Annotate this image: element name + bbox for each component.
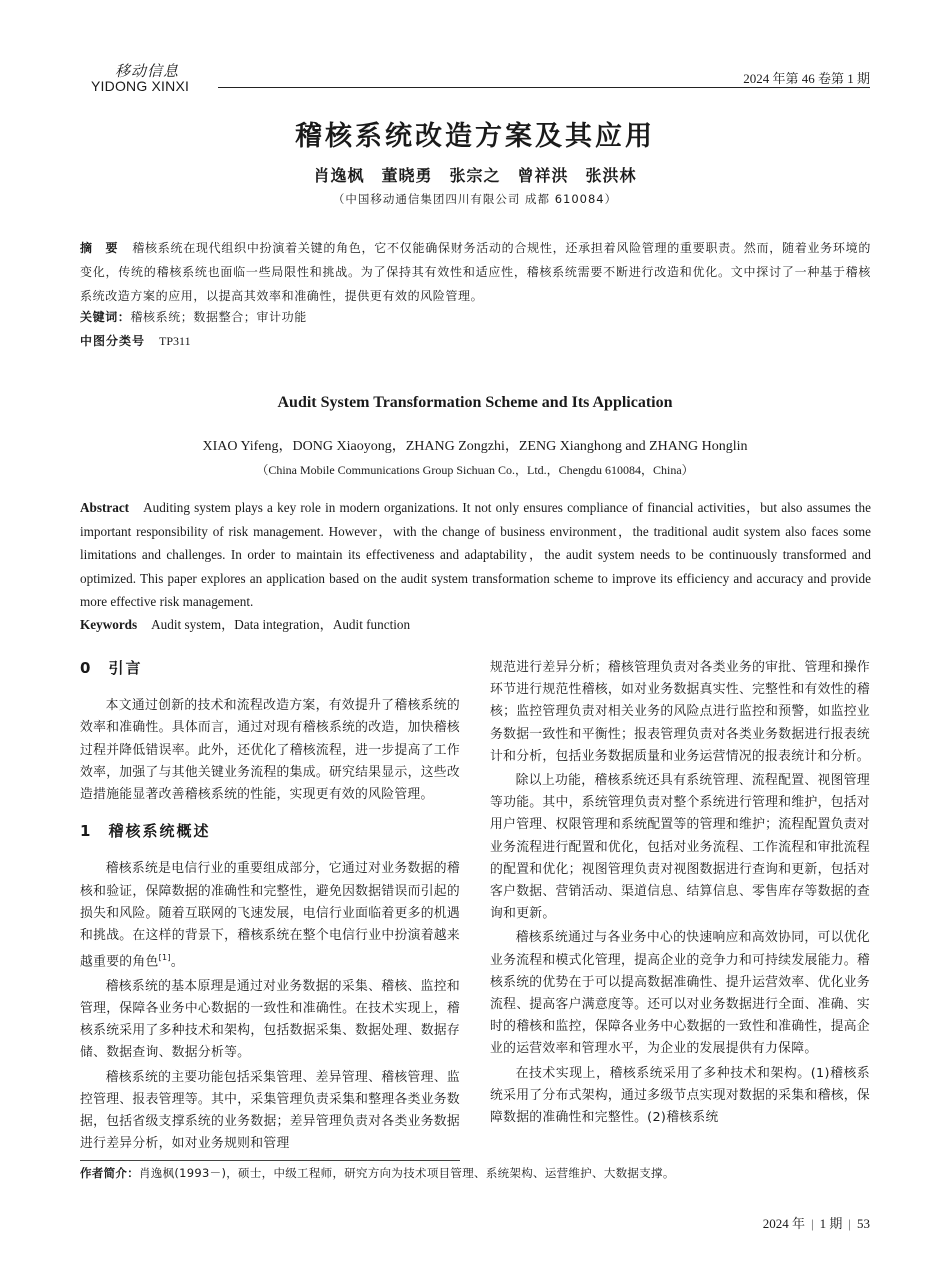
page-number: 53 bbox=[857, 1216, 870, 1231]
section-0-number: 0 bbox=[80, 659, 93, 677]
keywords-en-label: Keywords bbox=[80, 617, 138, 632]
journal-name-cn: 移动信息 bbox=[115, 62, 180, 80]
issue-info: 2024 年第 46 卷第 1 期 bbox=[743, 71, 870, 86]
affiliation-cn: （中国移动通信集团四川有限公司 成都 610084） bbox=[332, 192, 618, 206]
section-1-paragraph-5: 稽核系统通过与各业务中心的快速响应和高效协同，可以优化业务流程和模式化管理，提高企业的竞争力和可持续发展能力。稽核系统的优势在于可以提高数据准确性、提升运营效率、优化业务流程、提高客户满意度等。还可以对业务数据进行全面、准确、实时的稽核和监控，保障各业务中心数据的一致性和准确性，提高企业的运营效率和管理水平，为企业的发展提供有力保障。 bbox=[490, 930, 870, 1057]
section-1-paragraph-2: 稽核系统的基本原理是通过对业务数据的采集、稽核、监控和管理，保障各业务中心数据的一致性和准确性。在技术实现上，稽核系统采用了多种技术和架构，包括数据采集、数据处理、数据存储、数据查询、数据分析等。 bbox=[80, 978, 460, 1061]
author-footnote bbox=[80, 1165, 675, 1181]
footer-year: 2024 年 bbox=[762, 1216, 806, 1231]
footnote-text: 肖逸枫(1993－)，硕士，中级工程师，研究方向为技术项目管理、系统架构、运营维护、大数据支撑。 bbox=[139, 1166, 675, 1180]
authors-cn: 肖逸枫 董晓勇 张宗之 曾祥洪 张洪林 bbox=[313, 166, 637, 185]
section-1-paragraph-1-text: 稽核系统是电信行业的重要组成部分，它通过对业务数据的稽核和验证，保障数据的准确性和完整性，避免因数据错误而引起的损失和风险。随着互联网的飞速发展，电信行业面临着更多的机遇和挑战。在这样的背景下，稽核系统在整个电信行业中扮演着越来越重要的角色 bbox=[80, 861, 460, 970]
body-left-column bbox=[80, 657, 460, 1157]
paper-title-cn: 稽核系统改造方案及其应用 bbox=[295, 121, 655, 152]
abstract-en-label: Abstract bbox=[80, 500, 130, 515]
keywords-cn-text: 稽核系统；数据整合；审计功能 bbox=[130, 310, 307, 324]
authors-en: XIAO Yifeng，DONG Xiaoyong，ZHANG Zongzhi，ZENG Xianghong and ZHANG Honglin bbox=[202, 439, 748, 454]
journal-name-en: YIDONG XINXI bbox=[91, 78, 190, 94]
header-rule bbox=[218, 87, 870, 88]
abstract-en bbox=[80, 496, 871, 614]
paper-title-en: Audit System Transformation Scheme and Its Application bbox=[277, 394, 673, 411]
keywords-cn-label: 关键词： bbox=[80, 310, 131, 324]
intro-paragraph: 本文通过创新的技术和流程改造方案，有效提升了稽核系统的效率和准确性。具体而言，通过对现有稽核系统的改造，加快稽核过程并降低错误率。此外，还优化了稽核流程，进一步提高了工作效率，加强了与其他关键业务流程的集成。研究结果显示，这些改造措施能显著改善稽核系统的性能，实现更有效的风险管理。 bbox=[80, 698, 460, 803]
section-1-title: 稽核系统概述 bbox=[108, 822, 211, 841]
clc-value: TP311 bbox=[159, 334, 191, 348]
section-1-paragraph-3-cont: 规范进行差异分析；稽核管理负责对各类业务的审批、管理和操作环节进行规范性稽核，如对业务数据真实性、完整性和有效性的稽核；监控管理负责对相关业务的风险点进行监控和预警，如监控业务数据一致性和平衡性；报表管理负责对各类业务数据进行报表统计和分析，包括业务数据质量和业务运营情况的报表统计和分析。 bbox=[490, 660, 870, 764]
citation-ref: [1] bbox=[158, 953, 171, 963]
abstract-cn-text: 稽核系统在现代组织中扮演着关键的角色，它不仅能确保财务活动的合规性，还承担着风险管理的重要职责。然而，随着业务环境的变化，传统的稽核系统也面临一些局限性和挑战。为了保持其有效性和适应性，稽核系统需要不断进行改造和优化。文中探讨了一种基于稽核系统改造方案的应用，以提高其效率和准确性，提供更有效的风险管理。 bbox=[80, 241, 871, 303]
abstract-cn-label: 摘 要 bbox=[80, 241, 119, 255]
section-1-paragraph-3: 稽核系统的主要功能包括采集管理、差异管理、稽核管理、监控管理、报表管理等。其中，采集管理负责采集和整理各类业务数据，包括省级支撑系统的业务数据；差异管理负责对各类业务数据进行差异分析，如对业务规则和管理 bbox=[80, 1069, 460, 1152]
section-0-heading bbox=[80, 657, 460, 679]
affiliation-en: （China Mobile Communications Group Sichuan Co.，Ltd.，Chengdu 610084，China） bbox=[256, 463, 694, 477]
section-1-paragraph-4: 除以上功能，稽核系统还具有系统管理、流程配置、视图管理等功能。其中，系统管理负责对整个系统进行管理和维护，包括对用户管理、权限管理和系统配置等的管理和维护；流程配置负责对业务流程进行配置和优化，包括对业务流程、工作流程和审批流程的配置和优化；视图管理负责对视图数据进行查询和更新，包括对客户数据、营销活动、渠道信息、结算信息、零售库存等数据的查询和更新。 bbox=[490, 773, 870, 922]
keywords-cn bbox=[80, 308, 307, 325]
section-1-paragraph-1 bbox=[80, 858, 460, 973]
section-1-paragraph-1-end: 。 bbox=[170, 954, 184, 970]
clc-label: 中图分类号 bbox=[80, 334, 146, 348]
keywords-en-text: Audit system，Data integration，Audit function bbox=[151, 617, 411, 632]
page-footer: 2024 年 | 1 期 | 53 bbox=[762, 1216, 870, 1231]
section-0-title: 引言 bbox=[108, 659, 143, 677]
footer-issue: 1 期 bbox=[819, 1216, 843, 1231]
keywords-en bbox=[80, 614, 410, 633]
abstract-cn bbox=[80, 236, 871, 308]
clc-number bbox=[80, 332, 191, 349]
section-1-heading bbox=[80, 820, 460, 842]
body-right-column bbox=[490, 657, 870, 1131]
footnote-label: 作者简介： bbox=[80, 1166, 139, 1180]
section-1-number: 1 bbox=[80, 822, 93, 841]
footnote-rule bbox=[80, 1160, 460, 1161]
abstract-en-text: Auditing system plays a key role in modern organizations. It not only ensures compliance of financial activities，but also assumes the important responsibility of risk management. However，with the change of business environment，the traditional audit system also faces some limitations and challenges. In order to maintain its effectiveness and adaptability，the audit system needs to be continuously transformed and optimized. This paper explores an application based on the audit system transformation scheme to improve its efficiency and accuracy and provide more effective risk management. bbox=[80, 500, 871, 609]
section-1-paragraph-6: 在技术实现上，稽核系统采用了多种技术和架构。(1)稽核系统采用了分布式架构，通过多级节点实现对数据的采集和稽核，保障数据的准确性和完整性。(2)稽核系统 bbox=[490, 1065, 870, 1126]
